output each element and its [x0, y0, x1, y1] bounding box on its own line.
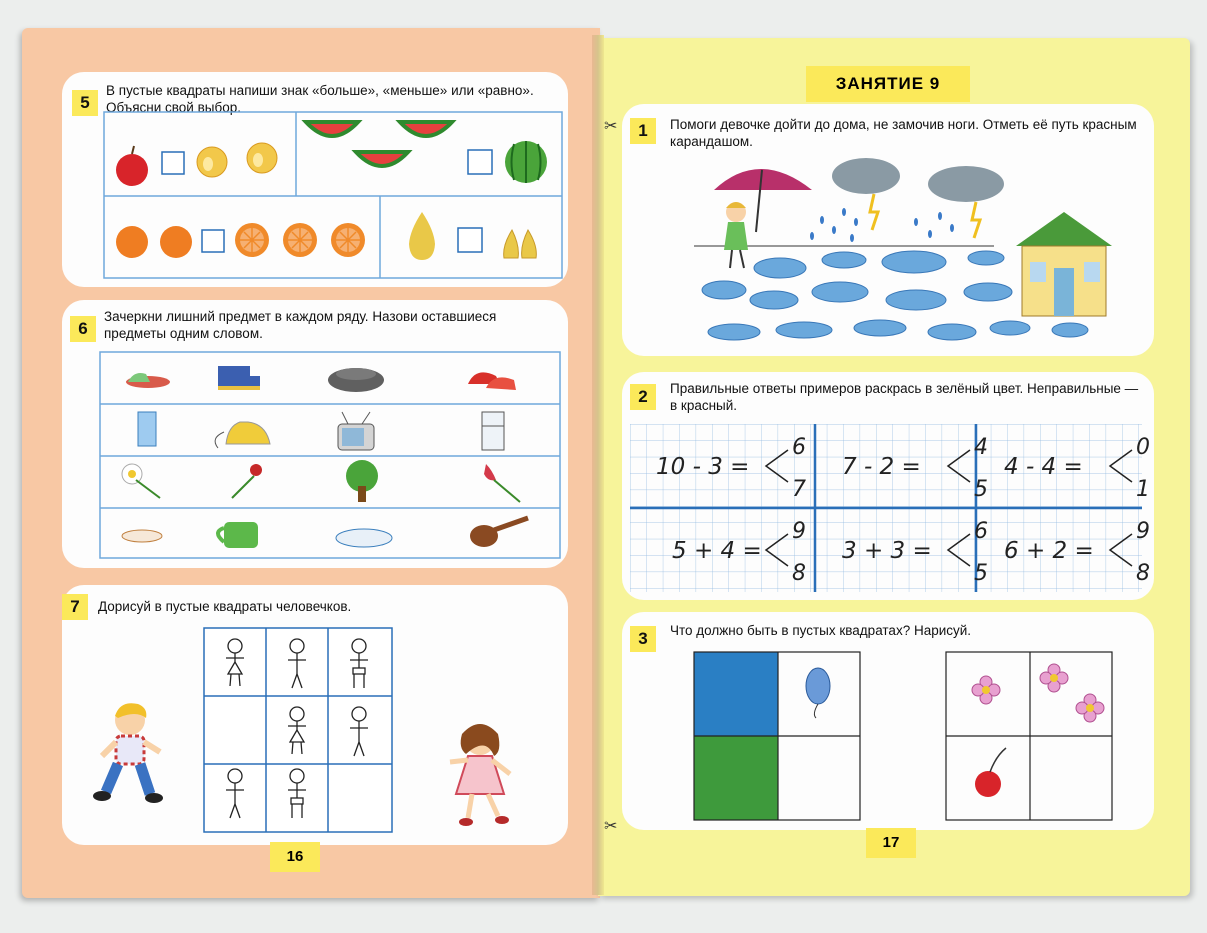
task6-items-grid: [100, 352, 560, 558]
task5-fruit-grid: [104, 112, 562, 278]
cap-icon: [328, 368, 384, 392]
watermelon-slice-icon: [306, 122, 358, 136]
answer-option-bottom[interactable]: 1: [1136, 477, 1150, 502]
answer-option-top[interactable]: 9: [792, 519, 806, 544]
lesson-title: ЗАНЯТИЕ 9: [806, 66, 970, 102]
right-page-number: 17: [866, 828, 916, 858]
flower-icon: [1076, 694, 1104, 722]
saucer-icon: [122, 530, 162, 542]
iron-icon: [215, 422, 270, 448]
task5-text: В пустые квадраты напиши знак «больше», «меньше» или «равно». Объясни свой выбор.: [106, 83, 534, 115]
flower-icon: [1040, 664, 1068, 692]
empty-answer-square: [468, 150, 492, 174]
answer-option-top[interactable]: 9: [1136, 519, 1150, 544]
answer-option-top[interactable]: 0: [1136, 435, 1150, 460]
answer-option-top[interactable]: 6: [974, 519, 988, 544]
example-expression: 6 + 2 =: [1004, 538, 1094, 564]
task2-math-grid: [630, 424, 1150, 592]
task7-number: 7: [62, 594, 88, 620]
task3-color-grid: [694, 652, 860, 820]
task1-text: Помоги девочке дойти до дома, не замочив ноги. Отметь её путь красным карандашом.: [670, 117, 1137, 149]
red-apple-icon: [116, 146, 148, 186]
example-expression: 4 - 4 =: [1004, 454, 1083, 480]
orange-slice-icon: [331, 223, 365, 257]
example-expression: 10 - 3 =: [656, 454, 750, 480]
tulip-icon: [484, 464, 520, 502]
balloon-icon: [806, 668, 830, 718]
dancing-girl-illustration: [440, 714, 540, 832]
cup-icon: [218, 522, 258, 548]
task2-text: Правильные ответы примеров раскрась в зелёный цвет. Неправильные — в красный.: [670, 381, 1139, 413]
task2-number: 2: [630, 384, 656, 410]
task6-text: Зачеркни лишний предмет в каждом ряду. Назови оставшиеся предметы одним словом.: [104, 309, 497, 341]
book-spine: [592, 35, 604, 895]
empty-answer-square: [458, 228, 482, 252]
left-page-number: 16: [270, 842, 320, 872]
rain-path-illustration: [694, 150, 1132, 350]
rain-cloud-icon: [832, 158, 900, 230]
fridge-icon: [482, 412, 504, 450]
task6-number: 6: [70, 316, 96, 342]
tv-icon: [338, 412, 374, 450]
girl-icon: [724, 202, 748, 268]
slipper-icon: [126, 373, 170, 388]
task7-text: Дорисуй в пустые квадраты человечков.: [98, 599, 352, 614]
example-expression: 7 - 2 =: [842, 454, 921, 480]
scissors-icon: ✂: [604, 818, 618, 835]
house-icon: [1016, 212, 1112, 316]
answer-option-bottom[interactable]: 5: [974, 477, 988, 502]
pear-icon: [409, 212, 435, 260]
tree-icon: [346, 460, 378, 502]
task1-number: 1: [630, 118, 656, 144]
bowl-icon: [336, 529, 392, 547]
answer-option-bottom[interactable]: 8: [1136, 561, 1150, 586]
task3-number: 3: [630, 626, 656, 652]
answer-option-bottom[interactable]: 5: [974, 561, 988, 586]
chamomile-icon: [122, 464, 160, 498]
task3-flower-grid: [946, 652, 1112, 820]
raindrops: [810, 208, 954, 242]
cherry-icon: [975, 748, 1006, 797]
yellow-apple-icon: [247, 143, 277, 173]
rain-cloud-icon: [928, 166, 1004, 238]
boot-icon: [218, 366, 260, 390]
flower-icon: [972, 676, 1000, 704]
example-expression: 3 + 3 =: [842, 538, 932, 564]
orange-icon: [160, 226, 192, 258]
watermelon-slice-icon: [400, 122, 452, 136]
rose-icon: [232, 464, 262, 498]
orange-icon: [116, 226, 148, 258]
orange-slice-icon: [283, 223, 317, 257]
watermelon-slice-icon: [356, 152, 408, 166]
task3-text: Что должно быть в пустых квадратах? Нарисуй.: [670, 623, 972, 638]
spoon-icon: [470, 518, 528, 547]
sandals-icon: [468, 372, 516, 390]
answer-option-top[interactable]: 6: [792, 435, 806, 460]
answer-option-bottom[interactable]: 7: [792, 477, 806, 502]
empty-answer-square: [202, 230, 224, 252]
running-boy-illustration: [88, 700, 168, 810]
empty-answer-square: [162, 152, 184, 174]
answer-option-top[interactable]: 4: [974, 435, 988, 460]
orange-slice-icon: [235, 223, 269, 257]
answer-option-bottom[interactable]: 8: [792, 561, 806, 586]
yellow-apple-icon: [197, 147, 227, 177]
scissors-icon: ✂: [604, 118, 618, 135]
example-expression: 5 + 4 =: [672, 538, 762, 564]
glass-icon: [138, 412, 156, 446]
whole-watermelon-icon: [505, 141, 547, 183]
task7-figures-grid: [204, 628, 392, 832]
pear-halves-icon: [504, 230, 537, 258]
task5-number: 5: [72, 90, 98, 116]
